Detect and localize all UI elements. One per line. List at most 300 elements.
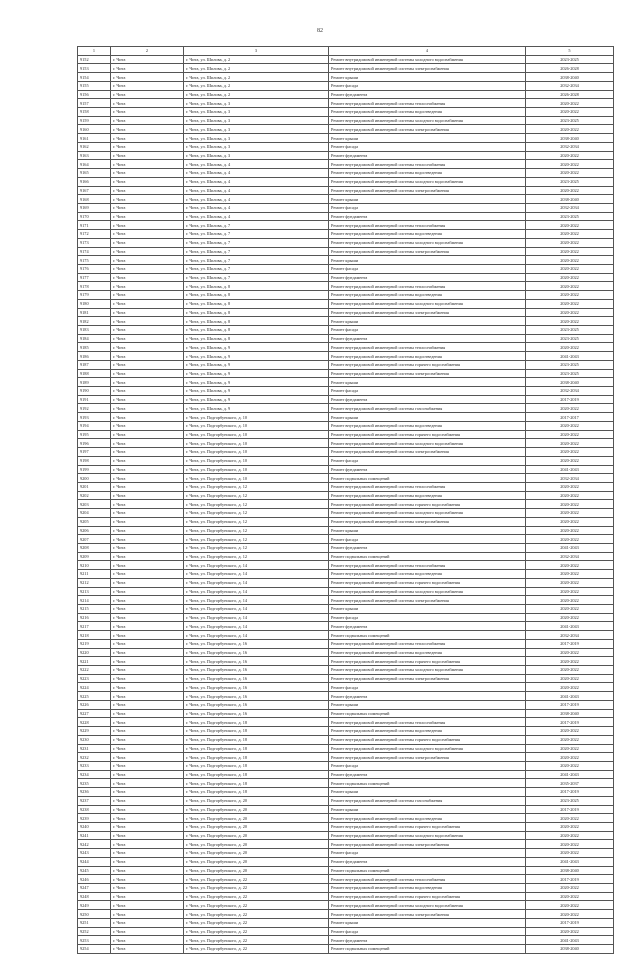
table-row	[78, 456, 614, 465]
row-number: 9155	[78, 81, 111, 90]
work-type: Ремонт внутридомовой инженерной системы электроснабжения	[329, 517, 526, 526]
work-type: Ремонт внутридомовой инженерной системы теплоснабжения	[329, 343, 526, 352]
period: 2020-2022	[526, 561, 614, 570]
row-number: 9176	[78, 264, 111, 273]
period: 2038-2040	[526, 73, 614, 82]
work-type: Ремонт фасада	[329, 613, 526, 622]
table-row	[78, 352, 614, 361]
work-type: Ремонт фундамента	[329, 273, 526, 282]
period: 2023-2025	[526, 212, 614, 221]
header-col-1: 1	[78, 47, 111, 56]
period: 2020-2022	[526, 160, 614, 169]
table-row	[78, 291, 614, 300]
table-row	[78, 735, 614, 744]
address: г. Чита, ул. Шилова, д. 9	[184, 387, 329, 396]
row-number: 9237	[78, 796, 111, 805]
period: 2020-2022	[526, 230, 614, 239]
municipality: г. Чита	[111, 605, 184, 614]
work-type: Ремонт внутридомовой инженерной системы электроснабжения	[329, 753, 526, 762]
table-row	[78, 875, 614, 884]
work-type: Ремонт фасада	[329, 326, 526, 335]
municipality: г. Чита	[111, 465, 184, 474]
period: 2026-2028	[526, 90, 614, 99]
table-row	[78, 99, 614, 108]
table-row	[78, 125, 614, 134]
work-type: Ремонт внутридомовой инженерной системы теплоснабжения	[329, 99, 526, 108]
table-row	[78, 238, 614, 247]
period: 2041-2043	[526, 543, 614, 552]
period: 2020-2022	[526, 674, 614, 683]
period: 2020-2022	[526, 892, 614, 901]
row-number: 9229	[78, 727, 111, 736]
work-type: Ремонт фасада	[329, 81, 526, 90]
row-number: 9243	[78, 849, 111, 858]
work-type: Ремонт фундамента	[329, 622, 526, 631]
table-row	[78, 674, 614, 683]
row-number: 9200	[78, 474, 111, 483]
row-number: 9203	[78, 500, 111, 509]
address: г. Чита, ул. Шилова, д. 9	[184, 360, 329, 369]
municipality: г. Чита	[111, 761, 184, 770]
work-type: Ремонт внутридомовой инженерной системы водоотведения	[329, 421, 526, 430]
work-type: Ремонт крыши	[329, 526, 526, 535]
period: 2041-2043	[526, 770, 614, 779]
row-number: 9175	[78, 256, 111, 265]
table-row	[78, 700, 614, 709]
period: 2020-2022	[526, 509, 614, 518]
table-row	[78, 570, 614, 579]
work-type: Ремонт внутридомовой инженерной системы водоотведения	[329, 648, 526, 657]
municipality: г. Чита	[111, 99, 184, 108]
work-type: Ремонт внутридомовой инженерной системы холодного водоснабжения	[329, 238, 526, 247]
row-number: 9198	[78, 456, 111, 465]
address: г. Чита, ул. Подгорбунского, д. 22	[184, 945, 329, 954]
municipality: г. Чита	[111, 796, 184, 805]
row-number: 9179	[78, 291, 111, 300]
period: 2017-2019	[526, 718, 614, 727]
address: г. Чита, ул. Подгорбунского, д. 18	[184, 718, 329, 727]
work-type: Ремонт фундамента	[329, 936, 526, 945]
period: 2020-2022	[526, 840, 614, 849]
period: 2020-2022	[526, 587, 614, 596]
address: г. Чита, ул. Подгорбунского, д. 18	[184, 788, 329, 797]
period: 2020-2022	[526, 439, 614, 448]
municipality: г. Чита	[111, 857, 184, 866]
municipality: г. Чита	[111, 875, 184, 884]
period: 2020-2022	[526, 448, 614, 457]
row-number: 9161	[78, 134, 111, 143]
work-type: Ремонт подвальных помещений	[329, 631, 526, 640]
address: г. Чита, ул. Шилова, д. 7	[184, 264, 329, 273]
table-row	[78, 230, 614, 239]
municipality: г. Чита	[111, 570, 184, 579]
work-type: Ремонт фундамента	[329, 543, 526, 552]
address: г. Чита, ул. Шилова, д. 2	[184, 90, 329, 99]
address: г. Чита, ул. Подгорбунского, д. 12	[184, 526, 329, 535]
table-row	[78, 73, 614, 82]
row-number: 9232	[78, 753, 111, 762]
row-number: 9230	[78, 735, 111, 744]
row-number: 9201	[78, 482, 111, 491]
period: 2020-2022	[526, 186, 614, 195]
table-row	[78, 108, 614, 117]
municipality: г. Чита	[111, 509, 184, 518]
work-type: Ремонт внутридомовой инженерной системы теплоснабжения	[329, 482, 526, 491]
table-row	[78, 160, 614, 169]
work-type: Ремонт внутридомовой инженерной системы горячего водоснабжения	[329, 822, 526, 831]
municipality: г. Чита	[111, 195, 184, 204]
table-row	[78, 360, 614, 369]
table-row	[78, 282, 614, 291]
table-row	[78, 247, 614, 256]
municipality: г. Чита	[111, 744, 184, 753]
work-type: Ремонт фасада	[329, 761, 526, 770]
address: г. Чита, ул. Подгорбунского, д. 16	[184, 700, 329, 709]
address: г. Чита, ул. Шилова, д. 7	[184, 238, 329, 247]
row-number: 9215	[78, 605, 111, 614]
period: 2020-2022	[526, 264, 614, 273]
table-row	[78, 369, 614, 378]
address: г. Чита, ул. Подгорбунского, д. 14	[184, 578, 329, 587]
municipality: г. Чита	[111, 657, 184, 666]
row-number: 9199	[78, 465, 111, 474]
address: г. Чита, ул. Подгорбунского, д. 18	[184, 779, 329, 788]
address: г. Чита, ул. Подгорбунского, д. 12	[184, 535, 329, 544]
address: г. Чита, ул. Шилова, д. 4	[184, 212, 329, 221]
address: г. Чита, ул. Подгорбунского, д. 12	[184, 482, 329, 491]
address: г. Чита, ул. Подгорбунского, д. 10	[184, 465, 329, 474]
work-type: Ремонт внутридомовой инженерной системы водоотведения	[329, 884, 526, 893]
table-row	[78, 561, 614, 570]
period: 2023-2025	[526, 360, 614, 369]
row-number: 9172	[78, 230, 111, 239]
municipality: г. Чита	[111, 474, 184, 483]
address: г. Чита, ул. Шилова, д. 4	[184, 186, 329, 195]
period: 2023-2025	[526, 177, 614, 186]
row-number: 9227	[78, 709, 111, 718]
municipality: г. Чита	[111, 535, 184, 544]
row-number: 9216	[78, 613, 111, 622]
work-type: Ремонт внутридомовой инженерной системы водоотведения	[329, 491, 526, 500]
header-col-3: 3	[184, 47, 329, 56]
work-type: Ремонт фасада	[329, 264, 526, 273]
period: 2020-2022	[526, 753, 614, 762]
row-number: 9166	[78, 177, 111, 186]
address: г. Чита, ул. Подгорбунского, д. 14	[184, 622, 329, 631]
row-number: 9188	[78, 369, 111, 378]
table-row	[78, 788, 614, 797]
municipality: г. Чита	[111, 884, 184, 893]
address: г. Чита, ул. Шилова, д. 9	[184, 343, 329, 352]
address: г. Чита, ул. Шилова, д. 4	[184, 195, 329, 204]
municipality: г. Чита	[111, 134, 184, 143]
row-number: 9206	[78, 526, 111, 535]
work-type: Ремонт внутридомовой инженерной системы холодного водоснабжения	[329, 666, 526, 675]
work-type: Ремонт крыши	[329, 700, 526, 709]
work-type: Ремонт внутридомовой инженерной системы холодного водоснабжения	[329, 587, 526, 596]
row-number: 9248	[78, 892, 111, 901]
address: г. Чита, ул. Шилова, д. 8	[184, 299, 329, 308]
period: 2020-2022	[526, 605, 614, 614]
row-number: 9241	[78, 831, 111, 840]
work-type: Ремонт внутридомовой инженерной системы горячего водоснабжения	[329, 657, 526, 666]
work-type: Ремонт фасада	[329, 387, 526, 396]
table-row	[78, 927, 614, 936]
address: г. Чита, ул. Шилова, д. 7	[184, 247, 329, 256]
table-row	[78, 622, 614, 631]
municipality: г. Чита	[111, 378, 184, 387]
table-row	[78, 884, 614, 893]
period: 2020-2022	[526, 570, 614, 579]
address: г. Чита, ул. Шилова, д. 2	[184, 64, 329, 73]
row-number: 9182	[78, 317, 111, 326]
municipality: г. Чита	[111, 212, 184, 221]
work-type: Ремонт внутридомовой инженерной системы электроснабжения	[329, 186, 526, 195]
address: г. Чита, ул. Подгорбунского, д. 10	[184, 421, 329, 430]
row-number: 9226	[78, 700, 111, 709]
address: г. Чита, ул. Подгорбунского, д. 22	[184, 918, 329, 927]
municipality: г. Чита	[111, 631, 184, 640]
work-type: Ремонт подвальных помещений	[329, 474, 526, 483]
table-row	[78, 517, 614, 526]
address: г. Чита, ул. Шилова, д. 9	[184, 352, 329, 361]
address: г. Чита, ул. Подгорбунского, д. 22	[184, 884, 329, 893]
period: 2032-2034	[526, 552, 614, 561]
period: 2020-2022	[526, 761, 614, 770]
municipality: г. Чита	[111, 247, 184, 256]
table-row	[78, 378, 614, 387]
address: г. Чита, ул. Подгорбунского, д. 20	[184, 857, 329, 866]
municipality: г. Чита	[111, 221, 184, 230]
address: г. Чита, ул. Шилова, д. 9	[184, 395, 329, 404]
address: г. Чита, ул. Шилова, д. 3	[184, 142, 329, 151]
address: г. Чита, ул. Подгорбунского, д. 20	[184, 840, 329, 849]
table-row	[78, 203, 614, 212]
municipality: г. Чита	[111, 927, 184, 936]
work-type: Ремонт крыши	[329, 134, 526, 143]
municipality: г. Чита	[111, 700, 184, 709]
address: г. Чита, ул. Подгорбунского, д. 10	[184, 413, 329, 422]
period: 2020-2022	[526, 613, 614, 622]
municipality: г. Чита	[111, 456, 184, 465]
table-row	[78, 413, 614, 422]
table-row	[78, 709, 614, 718]
municipality: г. Чита	[111, 596, 184, 605]
address: г. Чита, ул. Шилова, д. 3	[184, 108, 329, 117]
work-type: Ремонт внутридомовой инженерной системы электроснабжения	[329, 369, 526, 378]
municipality: г. Чита	[111, 639, 184, 648]
municipality: г. Чита	[111, 936, 184, 945]
work-type: Ремонт подвальных помещений	[329, 866, 526, 875]
address: г. Чита, ул. Шилова, д. 4	[184, 177, 329, 186]
capital-repair-table	[77, 46, 614, 954]
period: 2020-2022	[526, 683, 614, 692]
row-number: 9154	[78, 73, 111, 82]
address: г. Чита, ул. Шилова, д. 3	[184, 99, 329, 108]
period: 2020-2022	[526, 317, 614, 326]
period: 2023-2025	[526, 369, 614, 378]
address: г. Чита, ул. Подгорбунского, д. 20	[184, 822, 329, 831]
municipality: г. Чита	[111, 360, 184, 369]
address: г. Чита, ул. Подгорбунского, д. 16	[184, 709, 329, 718]
address: г. Чита, ул. Подгорбунского, д. 12	[184, 552, 329, 561]
table-row	[78, 535, 614, 544]
period: 2020-2022	[526, 343, 614, 352]
table-row	[78, 334, 614, 343]
period: 2020-2022	[526, 648, 614, 657]
address: г. Чита, ул. Подгорбунского, д. 22	[184, 936, 329, 945]
address: г. Чита, ул. Подгорбунского, д. 16	[184, 692, 329, 701]
work-type: Ремонт внутридомовой инженерной системы электроснабжения	[329, 910, 526, 919]
address: г. Чита, ул. Подгорбунского, д. 12	[184, 491, 329, 500]
address: г. Чита, ул. Шилова, д. 2	[184, 55, 329, 64]
table-row	[78, 596, 614, 605]
address: г. Чита, ул. Подгорбунского, д. 10	[184, 430, 329, 439]
municipality: г. Чита	[111, 866, 184, 875]
work-type: Ремонт внутридомовой инженерной системы теплоснабжения	[329, 160, 526, 169]
work-type: Ремонт внутридомовой инженерной системы теплоснабжения	[329, 639, 526, 648]
municipality: г. Чита	[111, 186, 184, 195]
period: 2026-2028	[526, 64, 614, 73]
municipality: г. Чита	[111, 430, 184, 439]
row-number: 9242	[78, 840, 111, 849]
table-row	[78, 945, 614, 954]
page-number: 82	[317, 28, 323, 34]
period: 2023-2025	[526, 116, 614, 125]
table-row	[78, 326, 614, 335]
table-row	[78, 831, 614, 840]
work-type: Ремонт внутридомовой инженерной системы холодного водоснабжения	[329, 55, 526, 64]
municipality: г. Чита	[111, 299, 184, 308]
row-number: 9195	[78, 430, 111, 439]
work-type: Ремонт крыши	[329, 195, 526, 204]
municipality: г. Чита	[111, 238, 184, 247]
address: г. Чита, ул. Подгорбунского, д. 18	[184, 735, 329, 744]
work-type: Ремонт внутридомовой инженерной системы водоотведения	[329, 352, 526, 361]
period: 2032-2034	[526, 81, 614, 90]
work-type: Ремонт фасада	[329, 849, 526, 858]
address: г. Чита, ул. Подгорбунского, д. 12	[184, 543, 329, 552]
row-number: 9170	[78, 212, 111, 221]
table-row	[78, 343, 614, 352]
address: г. Чита, ул. Подгорбунского, д. 10	[184, 456, 329, 465]
work-type: Ремонт внутридомовой инженерной системы теплоснабжения	[329, 282, 526, 291]
address: г. Чита, ул. Шилова, д. 8	[184, 308, 329, 317]
table-row	[78, 509, 614, 518]
period: 2020-2022	[526, 291, 614, 300]
municipality: г. Чита	[111, 840, 184, 849]
work-type: Ремонт подвальных помещений	[329, 945, 526, 954]
row-number: 9253	[78, 936, 111, 945]
row-number: 9171	[78, 221, 111, 230]
table-row	[78, 770, 614, 779]
address: г. Чита, ул. Подгорбунского, д. 22	[184, 892, 329, 901]
table-row	[78, 866, 614, 875]
row-number: 9233	[78, 761, 111, 770]
municipality: г. Чита	[111, 822, 184, 831]
row-number: 9208	[78, 543, 111, 552]
work-type: Ремонт фундамента	[329, 692, 526, 701]
municipality: г. Чита	[111, 230, 184, 239]
address: г. Чита, ул. Подгорбунского, д. 16	[184, 683, 329, 692]
work-type: Ремонт внутридомовой инженерной системы холодного водоснабжения	[329, 439, 526, 448]
municipality: г. Чита	[111, 177, 184, 186]
row-number: 9222	[78, 666, 111, 675]
municipality: г. Чита	[111, 945, 184, 954]
row-number: 9183	[78, 326, 111, 335]
municipality: г. Чита	[111, 308, 184, 317]
municipality: г. Чита	[111, 151, 184, 160]
address: г. Чита, ул. Подгорбунского, д. 22	[184, 901, 329, 910]
municipality: г. Чита	[111, 448, 184, 457]
municipality: г. Чита	[111, 561, 184, 570]
table-row	[78, 395, 614, 404]
row-number: 9234	[78, 770, 111, 779]
period: 2038-2040	[526, 709, 614, 718]
period: 2020-2022	[526, 456, 614, 465]
address: г. Чита, ул. Подгорбунского, д. 18	[184, 727, 329, 736]
table-row	[78, 177, 614, 186]
row-number: 9220	[78, 648, 111, 657]
municipality: г. Чита	[111, 421, 184, 430]
table-row	[78, 116, 614, 125]
period: 2038-2040	[526, 866, 614, 875]
municipality: г. Чита	[111, 334, 184, 343]
municipality: г. Чита	[111, 369, 184, 378]
address: г. Чита, ул. Шилова, д. 3	[184, 134, 329, 143]
municipality: г. Чита	[111, 727, 184, 736]
row-number: 9193	[78, 413, 111, 422]
table-row	[78, 683, 614, 692]
row-number: 9157	[78, 99, 111, 108]
work-type: Ремонт фасада	[329, 203, 526, 212]
table-row	[78, 474, 614, 483]
table-row	[78, 134, 614, 143]
period: 2020-2022	[526, 535, 614, 544]
municipality: г. Чита	[111, 692, 184, 701]
address: г. Чита, ул. Шилова, д. 2	[184, 73, 329, 82]
period: 2020-2022	[526, 500, 614, 509]
row-number: 9212	[78, 578, 111, 587]
work-type: Ремонт внутридомовой инженерной системы холодного водоснабжения	[329, 901, 526, 910]
address: г. Чита, ул. Подгорбунского, д. 16	[184, 639, 329, 648]
municipality: г. Чита	[111, 718, 184, 727]
table-row	[78, 822, 614, 831]
address: г. Чита, ул. Подгорбунского, д. 14	[184, 631, 329, 640]
row-number: 9209	[78, 552, 111, 561]
work-type: Ремонт крыши	[329, 73, 526, 82]
table-header-row	[78, 47, 614, 56]
row-number: 9187	[78, 360, 111, 369]
period: 2038-2040	[526, 378, 614, 387]
table-row	[78, 727, 614, 736]
table-row	[78, 317, 614, 326]
municipality: г. Чита	[111, 770, 184, 779]
period: 2020-2022	[526, 308, 614, 317]
table-row	[78, 387, 614, 396]
table-row	[78, 500, 614, 509]
row-number: 9228	[78, 718, 111, 727]
row-number: 9177	[78, 273, 111, 282]
row-number: 9210	[78, 561, 111, 570]
work-type: Ремонт внутридомовой инженерной системы газоснабжения	[329, 796, 526, 805]
row-number: 9169	[78, 203, 111, 212]
work-type: Ремонт крыши	[329, 317, 526, 326]
table-row	[78, 299, 614, 308]
period: 2041-2043	[526, 692, 614, 701]
row-number: 9250	[78, 910, 111, 919]
municipality: г. Чита	[111, 404, 184, 413]
